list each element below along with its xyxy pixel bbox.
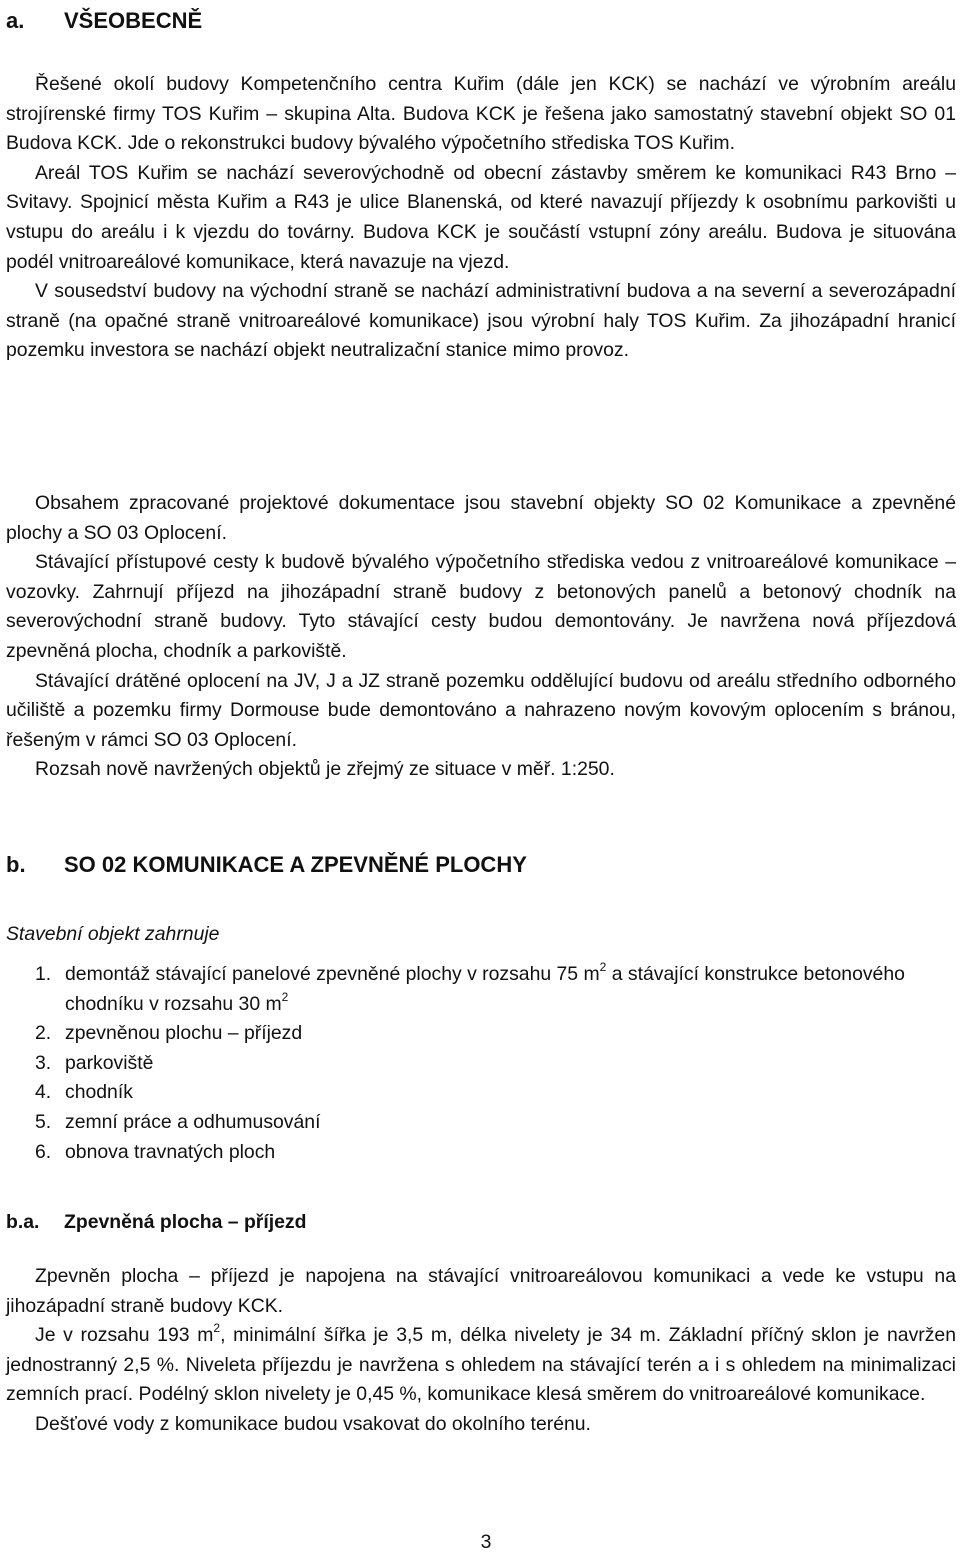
section-ba-body — [6, 1262, 956, 1440]
section-ba-title: Zpevněná plocha – příjezd — [64, 1211, 307, 1233]
section-b-heading — [6, 850, 527, 880]
list-item — [6, 1138, 956, 1168]
superscript: 2 — [599, 960, 607, 974]
paragraph: Areál TOS Kuřim se nachází severovýchodně od obecní zástavby směrem ke komunikaci R43 Brno – Svitavy. Spojnicí města Kuřim a R43 je ulice Blanenská, od které navazují příjezdy k osobnímu parkovišti u vstupu do areálu i k vjezdu do továrny. Budova KCK je součástí vstupní zóny areálu. Budova je situována podél vnitroareálové komunikace, která navazuje na vjezd. — [6, 161, 956, 273]
section-b-title: SO 02 KOMUNIKACE A ZPEVNĚNÉ PLOCHY — [64, 852, 527, 877]
paragraph: Dešťové vody z komunikace budou vsakovat do okolního terénu. — [35, 1412, 591, 1435]
section-a-body — [6, 70, 956, 366]
paragraph: Zpevněn plocha – příjezd je napojena na stávající vnitroareálovou komunikaci a vede ke vstupu na jihozápadní straně budovy KCK. — [6, 1265, 956, 1317]
list-item-text: demontáž stávající panelové zpevněné plochy v rozsahu 75 m — [65, 963, 600, 985]
paragraph: Řešené okolí budovy Kompetenčního centra Kuřim (dále jen KCK) se nachází ve výrobním areálu strojírenské firmy TOS Kuřim – skupina Alta. Budova KCK je řešena jako samostatný stavební objekt SO 01 Budova KCK. Jde o rekonstrukci budovy bývalého výpočetního střediska TOS Kuřim. — [6, 73, 956, 155]
list-item-number: 2. — [35, 1022, 52, 1045]
paragraph-part: Je v rozsahu 193 m — [35, 1324, 214, 1347]
paragraph: Stávající drátěné oplocení na JV, J a JZ straně pozemku oddělující budovu od areálu středního odborného učiliště a pozemku firmy Dormouse bude demontováno a nahrazeno novým kovovým oplocením s bránou, řešeným v rámci SO 03 Oplocení. — [6, 669, 956, 751]
list-item-text: zpevněnou plochu – příjezd — [65, 1022, 303, 1045]
list-item-text: chodník — [65, 1081, 133, 1104]
list-item — [6, 1049, 956, 1079]
list-item-number: 4. — [35, 1081, 52, 1104]
list-item — [6, 1108, 956, 1138]
list-item-text: zemní práce a odhumusování — [65, 1110, 321, 1133]
list-item-text-cont: a stávající konstrukce betonového chodníku v rozsahu 30 m — [65, 963, 905, 1015]
paragraph: Stávající přístupové cesty k budově bývalého výpočetního střediska vedou z vnitroareálové komunikace – vozovky. Zahrnují příjezd na jihozápadní straně budovy z betonových panelů a betonový chodník na severovýchodní straně budovy. Tyto stávající cesty budou demontovány. Je navržena nová příjezdová zpevněná plocha, chodník a parkoviště. — [6, 551, 956, 662]
list-item — [6, 1019, 956, 1049]
page-number: 3 — [480, 1531, 492, 1553]
superscript: 2 — [281, 989, 289, 1004]
paragraph: Rozsah nově navržených objektů je zřejmý ze situace v měř. 1:250. — [35, 758, 615, 781]
list-item — [6, 960, 956, 1019]
paragraph: V sousedství budovy na východní straně se nachází administrativní budova a na severní a severozápadní straně (na opačné straně vnitroareálové komunikace) jsou výrobní haly TOS Kuřim. Za jihozápadní hranicí pozemku investora se nachází objekt neutralizační stanice mimo provoz. — [6, 280, 956, 362]
list-item-number: 3. — [35, 1051, 52, 1074]
list-item-text: parkoviště — [65, 1051, 154, 1074]
list-item-number: 6. — [35, 1140, 52, 1163]
paragraph: Obsahem zpracované projektové dokumentace jsou stavební objekty SO 02 Komunikace a zpevněné plochy a SO 03 Oplocení. — [6, 492, 956, 544]
section-ba-heading — [6, 1208, 306, 1238]
section-b-subtitle: Stavební objekt zahrnuje — [6, 923, 220, 945]
list-item — [6, 1078, 956, 1108]
section-a-body-2 — [6, 489, 956, 785]
list-item-number: 5. — [35, 1110, 52, 1133]
section-a-number: a. — [6, 8, 25, 33]
section-ba-number: b.a. — [6, 1211, 40, 1233]
superscript: 2 — [213, 1321, 221, 1336]
paragraph — [6, 1321, 956, 1410]
list-item-text: obnova travnatých ploch — [65, 1140, 276, 1163]
paragraph-part: , minimální šířka je 3,5 m, délka nivelety je 34 m. Základní příčný sklon je navržen jednostranný 2,5 %. Niveleta příjezdu je navržena s ohledem na stávající terén a i s ohledem na minimalizaci zemních prací. Podélný sklon nivelety je 0,45 %, komunikace klesá směrem do vnitroareálové komunikace. — [6, 1324, 956, 1406]
section-a-title: VŠEOBECNĚ — [64, 8, 203, 33]
list-item-number: 1. — [35, 963, 52, 985]
section-b-number: b. — [6, 852, 26, 877]
scope-list — [6, 960, 956, 1167]
section-a-heading — [6, 6, 202, 36]
